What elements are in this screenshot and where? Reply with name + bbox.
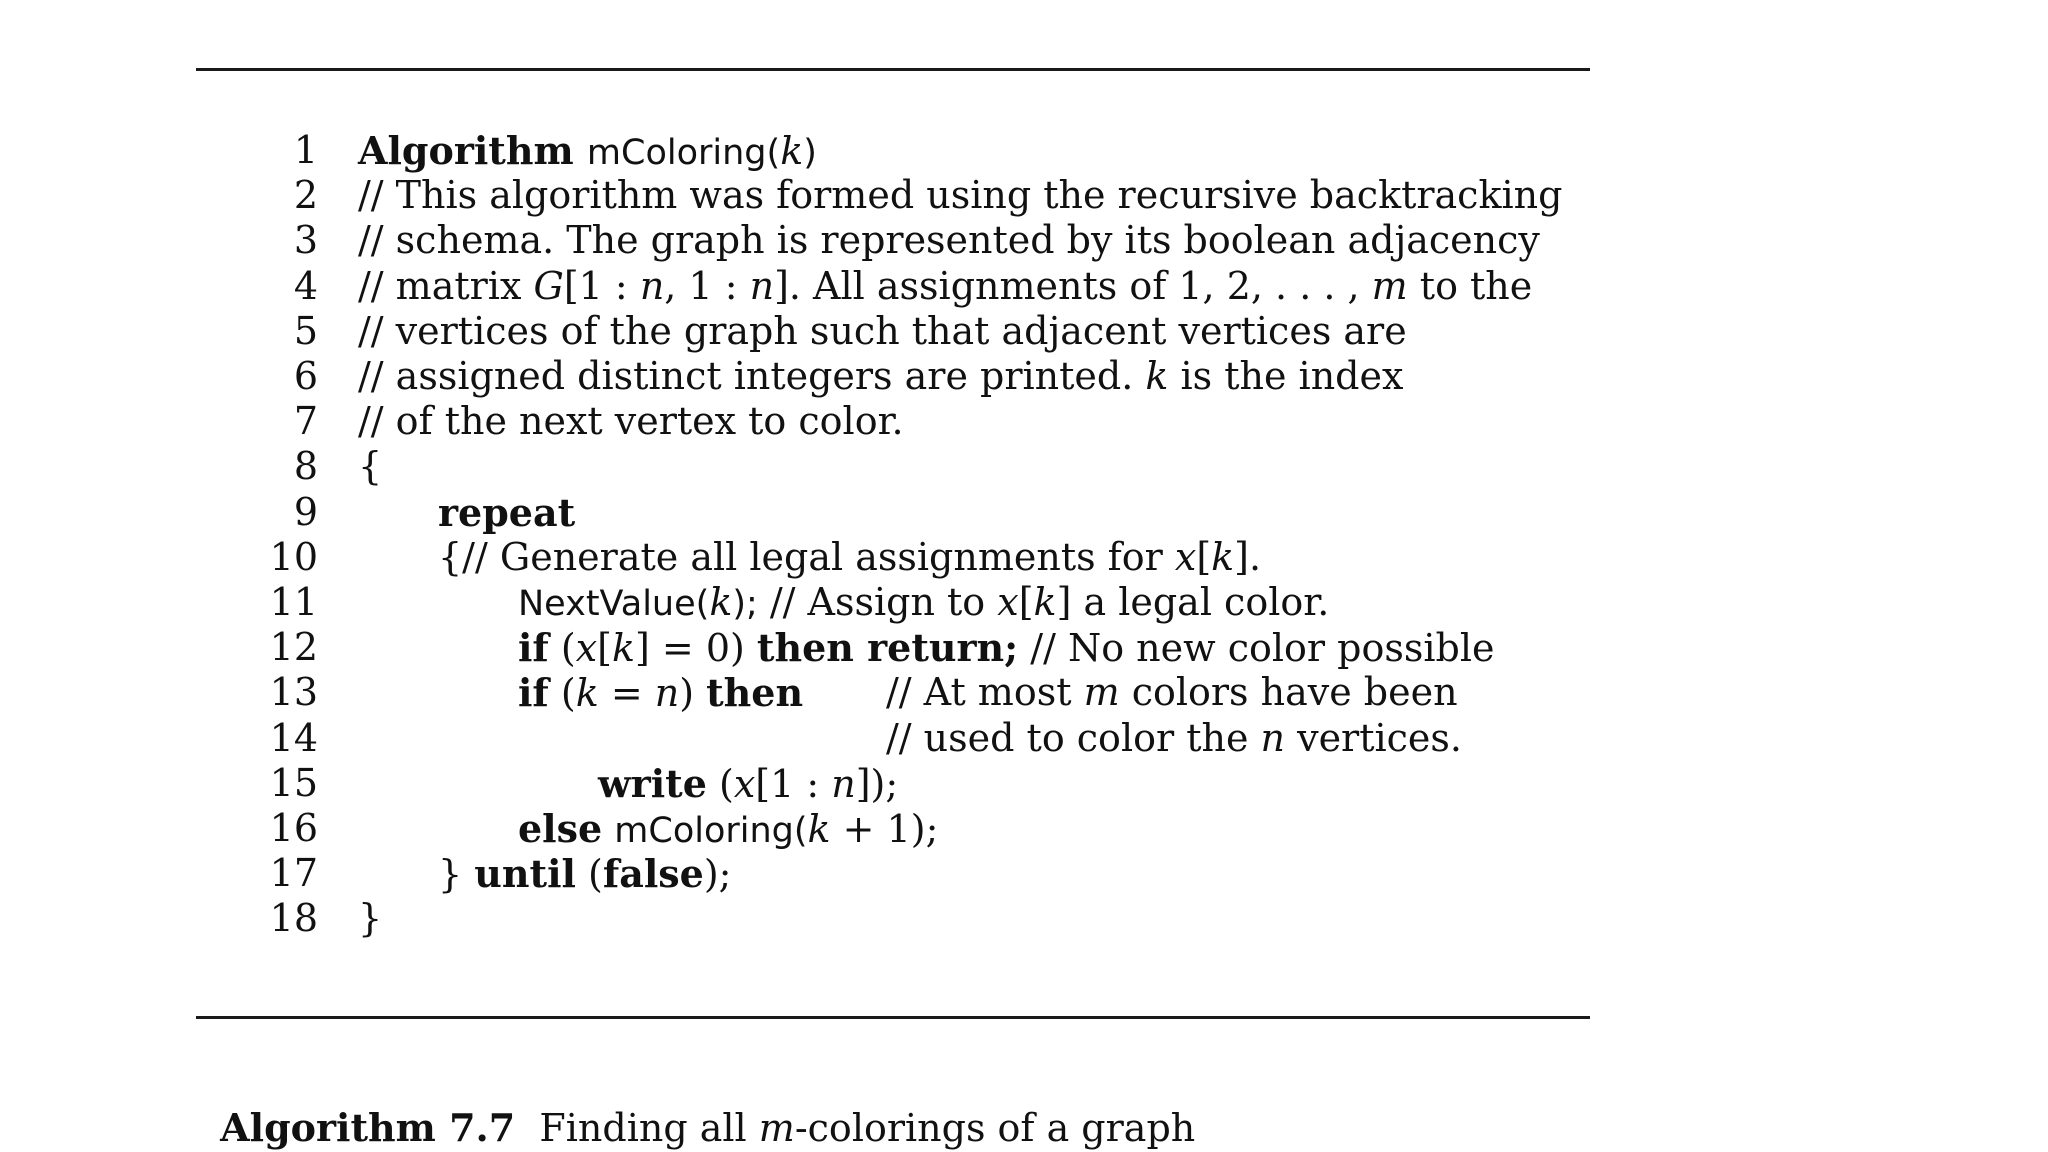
- code-token: k: [709, 580, 733, 624]
- code-line: [0, 173, 1600, 218]
- code-line: [0, 399, 1600, 444]
- bottom-rule: [196, 1016, 1590, 1019]
- code-text: [518, 670, 803, 716]
- line-number: 18: [269, 896, 318, 941]
- code-token: write: [598, 760, 707, 806]
- code-token: // No new color possible: [1018, 626, 1495, 671]
- code-token: k: [1211, 534, 1235, 579]
- code-token: (: [575, 852, 603, 897]
- code-token: ] a legal color.: [1056, 580, 1330, 624]
- code-token: else: [518, 806, 603, 851]
- code-text: [358, 309, 1407, 354]
- code-line: [0, 670, 1600, 715]
- code-text: [438, 851, 731, 897]
- code-token: m: [1371, 263, 1408, 308]
- code-line: [0, 218, 1600, 263]
- code-token: + 1);: [830, 807, 939, 851]
- line-number: 7: [293, 399, 318, 444]
- code-token: , 1 :: [664, 263, 750, 308]
- code-text: [438, 535, 1261, 580]
- code-comment: [886, 670, 1458, 715]
- line-number: 13: [269, 670, 318, 715]
- line-number: 3: [293, 218, 318, 263]
- code-token: k: [611, 626, 635, 671]
- line-number: 6: [293, 354, 318, 398]
- code-token: );: [703, 852, 732, 897]
- line-number: 11: [269, 580, 318, 624]
- code-text: [438, 490, 575, 536]
- code-line: [0, 264, 1600, 309]
- comment-token: colors have been: [1119, 670, 1458, 715]
- comment-token: n: [1260, 715, 1286, 760]
- code-token: G: [533, 263, 564, 308]
- code-text: [518, 580, 1329, 627]
- code-line: [0, 309, 1600, 354]
- code-token: [: [597, 626, 612, 671]
- code-token: if: [518, 625, 549, 671]
- line-number: 12: [269, 625, 318, 670]
- line-number: 1: [293, 128, 318, 172]
- code-token: ]);: [855, 761, 899, 806]
- code-text: [358, 399, 904, 444]
- code-token: false: [602, 851, 704, 897]
- code-token: mColoring(: [614, 811, 808, 851]
- line-number: 14: [269, 715, 318, 760]
- code-token: =: [598, 671, 655, 716]
- code-text: [518, 625, 1495, 671]
- code-line: [0, 354, 1600, 399]
- comment-token: vertices.: [1285, 715, 1462, 760]
- line-number: 10: [269, 534, 318, 579]
- code-line: [0, 851, 1600, 896]
- caption-text-before: Finding all: [539, 1106, 759, 1150]
- code-token: );: [732, 584, 758, 624]
- code-token: [: [1196, 534, 1212, 579]
- code-token: ): [803, 133, 817, 173]
- code-token: // This algorithm was formed using the recursive backtracking: [358, 173, 1563, 218]
- line-number: 15: [269, 760, 318, 805]
- code-token: until: [474, 851, 576, 897]
- code-text: [598, 761, 898, 807]
- code-text: [358, 173, 1562, 218]
- code-text: [358, 128, 817, 176]
- code-token: k: [1033, 580, 1057, 624]
- code-line: [0, 806, 1600, 851]
- code-token: x: [997, 580, 1019, 624]
- code-token: // of the next vertex to color.: [358, 399, 904, 444]
- code-line: [0, 490, 1600, 535]
- code-line: [0, 444, 1600, 489]
- code-token: then return;: [756, 625, 1019, 671]
- code-text: [518, 806, 938, 854]
- code-token: x: [733, 761, 756, 806]
- code-token: to the: [1407, 263, 1533, 308]
- line-number: 17: [269, 851, 318, 896]
- code-text: [358, 264, 1532, 309]
- code-line: [0, 625, 1600, 670]
- code-token: // schema. The graph is represented by its boolean adjacency: [358, 218, 1540, 263]
- code-token: if: [518, 670, 549, 716]
- code-token: (: [706, 761, 734, 806]
- code-line: [0, 128, 1600, 173]
- code-token: // vertices of the graph such that adjacent vertices are: [358, 308, 1407, 353]
- code-token: NextValue(: [518, 584, 710, 624]
- code-text: [358, 354, 1403, 399]
- code-line: [0, 535, 1600, 580]
- figure-caption: [196, 1060, 1195, 1151]
- code-token: n: [639, 263, 665, 308]
- code-comment: [886, 716, 1462, 761]
- code-token: }: [438, 852, 475, 897]
- code-token: then: [706, 670, 804, 716]
- code-token: n: [749, 263, 775, 308]
- code-token: mColoring(: [586, 133, 781, 173]
- code-token: {// Generate all legal assignments for: [438, 534, 1175, 579]
- code-token: ].: [1234, 534, 1262, 579]
- code-text: [358, 218, 1540, 263]
- code-token: k: [575, 671, 599, 716]
- line-number: 2: [293, 173, 318, 218]
- code-token: (: [548, 626, 576, 671]
- line-number: 16: [269, 806, 318, 850]
- code-line: [0, 896, 1600, 941]
- code-token: repeat: [438, 489, 576, 535]
- code-token: (: [548, 671, 576, 716]
- code-token: is the index: [1168, 354, 1404, 398]
- code-token: x: [575, 626, 598, 671]
- code-token: [1 :: [563, 263, 640, 308]
- code-text: [358, 444, 382, 489]
- line-number: 9: [293, 489, 318, 534]
- caption-label: Algorithm 7.7: [220, 1105, 516, 1150]
- code-token: // matrix: [358, 263, 534, 308]
- code-token: // Assign to: [757, 580, 998, 624]
- code-token: n: [831, 761, 856, 806]
- code-token: [: [1018, 580, 1034, 624]
- code-token: x: [1174, 534, 1197, 579]
- code-line: [0, 761, 1600, 806]
- code-token: k: [780, 129, 804, 173]
- code-line: [0, 580, 1600, 625]
- code-token: k: [807, 807, 831, 851]
- code-token: [602, 807, 614, 851]
- code-token: ]. All assignments of 1, 2, . . . ,: [774, 263, 1372, 308]
- code-token: k: [1145, 354, 1169, 398]
- code-text: [358, 896, 382, 941]
- code-token: ] = 0): [635, 626, 757, 671]
- top-rule: [196, 68, 1590, 71]
- code-token: ): [679, 671, 707, 716]
- code-token: }: [358, 896, 383, 941]
- caption-variable: m: [758, 1106, 795, 1150]
- caption-text-after: -colorings of a graph: [794, 1106, 1196, 1150]
- code-token: {: [358, 444, 383, 489]
- line-number: 5: [293, 308, 318, 353]
- code-line: [0, 716, 1600, 761]
- code-token: Algorithm: [358, 128, 587, 173]
- code-token: // assigned distinct integers are printed.: [358, 354, 1146, 398]
- line-number: 4: [293, 263, 318, 308]
- comment-token: m: [1083, 670, 1120, 715]
- code-token: [1 :: [755, 761, 832, 806]
- comment-token: // At most: [886, 670, 1084, 715]
- line-number: 8: [293, 444, 318, 489]
- code-token: n: [654, 671, 680, 716]
- comment-token: // used to color the: [886, 715, 1261, 760]
